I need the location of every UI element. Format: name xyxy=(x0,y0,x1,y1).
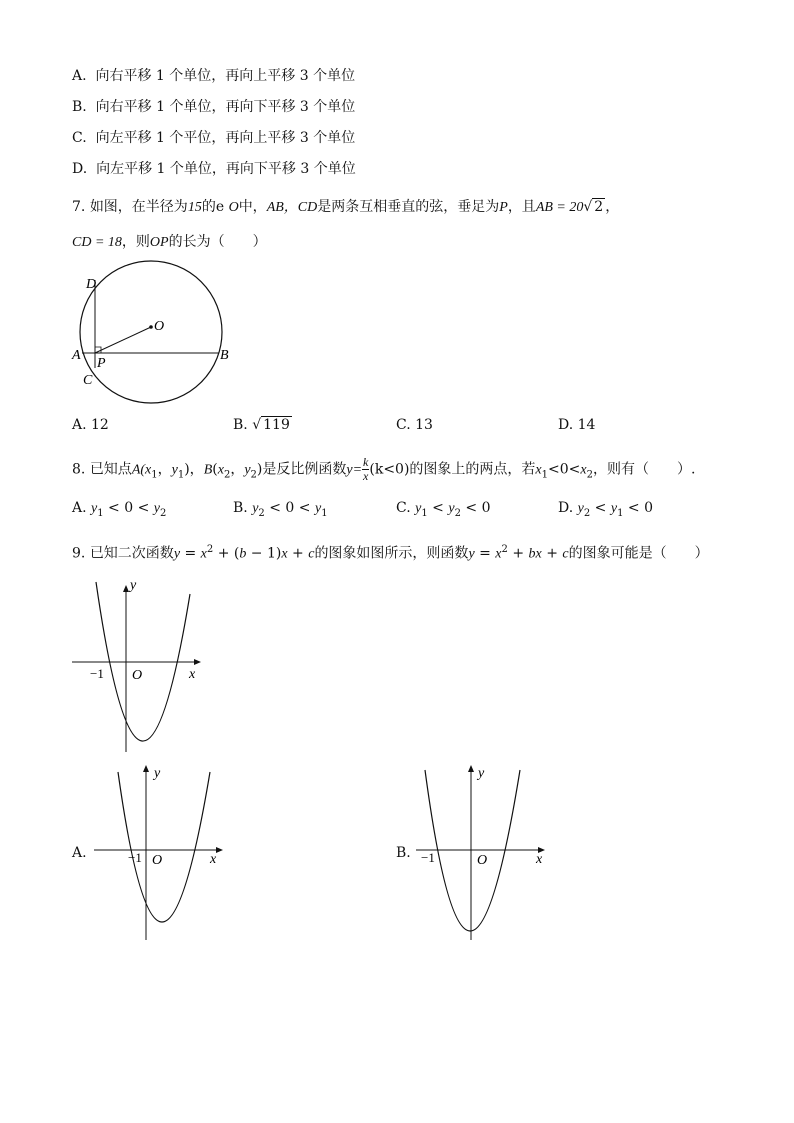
center-point xyxy=(149,325,153,329)
ab-radicand: 2 xyxy=(594,199,604,215)
stem-text: 是反比例函数 xyxy=(262,461,347,478)
stem-text: ，且 xyxy=(507,199,536,215)
option-letter: D. xyxy=(558,500,574,516)
q6-option-b[interactable] xyxy=(72,97,355,117)
option-letter: C. xyxy=(72,130,87,146)
option-letter: B. xyxy=(396,845,411,861)
parabola-curve xyxy=(118,772,210,922)
y-axis-label: y xyxy=(130,578,137,593)
point-a: A(x xyxy=(131,462,152,478)
y-axis-label: y xyxy=(154,766,161,781)
option-text: 向右平移 1 个单位，再向下平移 3 个单位 xyxy=(95,99,356,115)
question-number: 7. xyxy=(72,199,86,215)
option-letter: A. xyxy=(72,417,87,433)
center-label: O xyxy=(228,200,239,215)
option-value: 14 xyxy=(577,417,596,433)
q7-stem-line-1: 7. 如图，在半径为15的e O中，AB，CD是两条互相垂直的弦，垂足为P，且AB = 20√ 2 ， xyxy=(72,199,620,215)
label-a: A xyxy=(72,348,81,363)
neg-one-label: −1 xyxy=(90,666,104,681)
q8-option-c[interactable]: C. $y_1 < y_2 < 0$ xyxy=(396,500,491,519)
option-letter: B. xyxy=(233,500,248,516)
q9-option-b[interactable] xyxy=(396,843,411,863)
stem-text: ，则 xyxy=(121,234,150,250)
option-letter: A. xyxy=(72,500,87,516)
stem-text: 的长为（ ） xyxy=(168,234,267,250)
y-axis-label: y xyxy=(478,766,485,781)
option-letter: C. xyxy=(396,417,411,433)
fraction-numerator: k xyxy=(363,455,369,469)
q7-option-d[interactable] xyxy=(558,415,595,435)
stem-text: 的图象上的两点，若 xyxy=(409,461,536,478)
option-text: 向右平移 1 个单位，再向上平移 3 个单位 xyxy=(95,68,356,84)
label-b: B xyxy=(220,348,229,363)
q9-stem: 9. 已知二次函数$y = x^2 + (b - 1)x + c$的图象如图所示，则函数$y = x^2$ + bx + c的图象可能是（ ） xyxy=(72,544,709,562)
stem-text: ， xyxy=(605,199,620,215)
circle-symbol: e xyxy=(215,199,225,215)
option-letter: B. xyxy=(72,99,87,115)
option-letter: D. xyxy=(558,417,574,433)
question-number: 8. xyxy=(72,461,86,478)
stem-text: 的 xyxy=(201,199,216,215)
x-axis-label: x xyxy=(536,852,543,867)
option-letter: C. xyxy=(396,500,411,516)
stem-text: 已知点 xyxy=(89,461,132,478)
q7-stem-line-2 xyxy=(72,232,267,253)
radius-value: 15 xyxy=(187,200,202,215)
option-text: 向左平移 1 个平位，再向上平移 3 个单位 xyxy=(95,130,356,146)
q6-option-d[interactable] xyxy=(72,159,356,179)
q9-option-b-graph[interactable] xyxy=(410,762,560,944)
origin-label: O xyxy=(132,668,143,683)
op-label: OP xyxy=(149,235,169,250)
stem-text: 的图象可能是（ ） xyxy=(568,545,709,562)
ab-equation: AB = 20 xyxy=(535,200,584,215)
option-letter: A. xyxy=(72,845,87,861)
q6-option-a[interactable] xyxy=(72,66,355,86)
x-axis-label: x xyxy=(189,667,196,682)
q7-option-c[interactable] xyxy=(396,415,433,435)
option-letter: A. xyxy=(72,68,87,84)
chord-labels: AB，CD xyxy=(266,200,318,215)
label-p: P xyxy=(97,356,106,371)
stem-text: 中， xyxy=(238,199,267,215)
stem-text: 的图象如图所示，则函数 xyxy=(314,545,469,562)
option-letter: B. xyxy=(233,417,248,433)
option-value: 12 xyxy=(91,417,109,433)
foot-label: P xyxy=(499,200,508,215)
q8-option-d[interactable]: D. $y_2 < y_1 < 0$ xyxy=(558,500,654,519)
q8-option-b[interactable]: B. $y_2 < 0 < y_1$ xyxy=(233,500,328,519)
option-value: 13 xyxy=(415,417,433,433)
stem-text: 是两条互相垂直的弦，垂足为 xyxy=(317,199,500,215)
fraction-denominator: x xyxy=(363,469,369,483)
q8-option-a[interactable]: A. $y_1 < 0 < y_2$ xyxy=(72,500,167,519)
q7-option-b[interactable]: B. √ 119 xyxy=(233,417,290,433)
x-axis-label: x xyxy=(210,852,217,867)
q9-option-a-graph[interactable] xyxy=(88,762,238,944)
q9-given-graph xyxy=(66,574,216,756)
option-text: 向左平移 1 个单位，再向下平移 3 个单位 xyxy=(96,161,356,177)
cd-equation: CD = 18 xyxy=(72,235,122,250)
origin-label: O xyxy=(477,853,488,868)
stem-text: 已知二次函数 xyxy=(89,545,174,562)
condition: (k<0) xyxy=(369,461,410,478)
stem-text: ，则有（ ）. xyxy=(592,461,696,478)
neg-one-label: −1 xyxy=(421,850,435,865)
neg-one-label: −1 xyxy=(128,850,142,865)
q7-option-a[interactable] xyxy=(72,415,109,435)
circle-o xyxy=(80,261,222,403)
segment-op xyxy=(95,327,151,353)
label-c: C xyxy=(83,373,93,388)
stem-text: 如图，在半径为 xyxy=(89,199,188,215)
label-d: D xyxy=(86,277,97,292)
label-o: O xyxy=(154,319,165,334)
option-letter: D. xyxy=(72,161,88,177)
origin-label: O xyxy=(152,853,163,868)
q7-circle-figure xyxy=(70,258,240,406)
function-lhs: y= xyxy=(346,462,363,478)
question-number: 9. xyxy=(72,545,86,562)
q8-stem: 8. 已知点$A(x_1$，$y_1$)，$B(x_2$，$y_2$)是反比例函数y= $\frac{k}{x}$ (k<0)的图象上的两点，若$x_1<0<x_2$，则有（ ）. xyxy=(72,455,696,483)
q9-option-a[interactable] xyxy=(72,843,87,863)
option-value: 119 xyxy=(263,417,290,433)
q6-option-c[interactable] xyxy=(72,128,355,148)
